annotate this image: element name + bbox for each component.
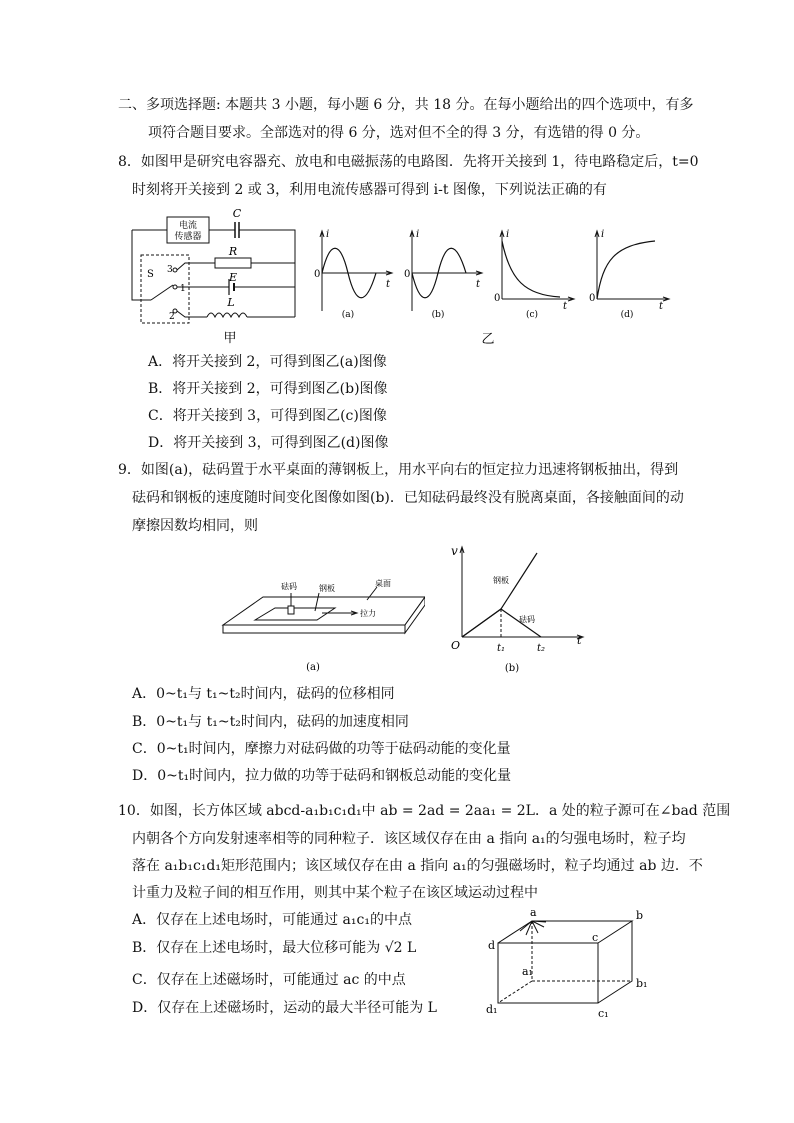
graph-c-zero: 0	[494, 293, 501, 304]
graph-b-i: i	[416, 229, 420, 240]
q9-stem-line2: 砝码和钢板的速度随时间变化图像如图(b)．已知砝码最终没有脱离桌面，各接触面间的动	[132, 490, 684, 506]
graph-c-caption: (c)	[525, 310, 539, 320]
graph-a-t: t	[386, 279, 391, 290]
fig-b-weight-label: 砝码	[519, 615, 535, 624]
fig-b-caption: (b)	[504, 663, 520, 674]
inductor-label: L	[227, 296, 235, 309]
vertex-d: d	[488, 939, 496, 952]
q10-stem-line1: 10．如图，长方体区域 abcd-a₁b₁c₁d₁中 ab = 2ad = 2aa₁ = 2L．a 处的粒子源可在∠bad 范围	[118, 803, 731, 819]
plate-velocity-line	[462, 553, 537, 637]
graph-a-i: i	[326, 229, 330, 240]
node-2: 2	[169, 312, 175, 322]
vertex-a: a	[530, 906, 537, 919]
q9-option-d: D．0~t₁时间内，拉力做的功等于砝码和钢板总动能的变化量	[132, 768, 512, 784]
graph-d-i: i	[601, 229, 605, 240]
fig-a-caption: (a)	[306, 662, 320, 673]
q9-option-c: C．0~t₁时间内，摩擦力对砝码做的功等于砝码动能的变化量	[132, 741, 511, 757]
graph-d-caption: (d)	[620, 310, 634, 320]
sensor-label-2: 传感器	[174, 232, 202, 242]
q8-option-c: C．将开关接到 3，可得到图乙(c)图像	[148, 408, 387, 424]
q9-option-b: B．0~t₁与 t₁~t₂时间内，砝码的加速度相同	[132, 714, 409, 730]
battery-label: E	[228, 271, 238, 284]
graph-a-caption: (a)	[341, 310, 355, 320]
graph-a-zero: 0	[314, 269, 321, 280]
switch-label: S	[147, 269, 154, 280]
vertex-a1: a₁	[522, 965, 533, 978]
q9-stem-line3: 摩擦因数均相同，则	[132, 518, 258, 534]
vertex-b1: b₁	[636, 977, 648, 990]
table-front	[223, 625, 405, 633]
section-header-line2: 项符合题目要求。全部选对的得 6 分，选对但不全的得 3 分，有选错的得 0 分。	[148, 125, 650, 141]
q10-stem-line4: 计重力及粒子间的相互作用，则其中某个粒子在该区域运动过程中	[132, 885, 538, 901]
weight-block	[288, 606, 294, 614]
graph-b-t: t	[476, 279, 481, 290]
fig-b-origin: O	[451, 639, 461, 652]
graph-d-zero: 0	[589, 293, 596, 304]
graph-c-i: i	[506, 229, 510, 240]
vertex-c: c	[592, 931, 599, 944]
vertex-d1: d₁	[486, 1003, 498, 1016]
q8-circuit-diagram	[125, 205, 305, 347]
graph-b-caption: (b)	[431, 310, 445, 320]
graph-c-curve	[502, 241, 560, 297]
q8-option-d: D．将开关接到 3，可得到图乙(d)图像	[148, 435, 389, 451]
fig-b-plate-label: 钢板	[493, 576, 509, 585]
graph-c-t: t	[563, 301, 568, 312]
graph-d-t: t	[659, 301, 664, 312]
capacitor-label: C	[232, 207, 242, 220]
q10-box-figure	[480, 905, 660, 1025]
q10-option-b: B．仅存在上述电场时，最大位移可能为 √2 L	[132, 940, 417, 956]
vertex-c1: c₁	[598, 1007, 609, 1020]
q8-it-graphs	[310, 225, 680, 350]
circuit-caption: 甲	[223, 331, 237, 346]
q10-option-c: C．仅存在上述磁场时，可能通过 ac 的中点	[132, 972, 406, 988]
resistor-label: R	[228, 245, 238, 258]
fig-a-force-label: 拉力	[360, 609, 376, 618]
q9-fig-a	[215, 575, 425, 675]
fig-b-t1: t₁	[497, 643, 506, 654]
q8-option-b: B．将开关接到 2，可得到图乙(b)图像	[148, 381, 388, 397]
fig-b-t2: t₂	[537, 643, 546, 654]
sensor-label-1: 电流	[178, 221, 198, 231]
q8-stem-line2: 时刻将开关接到 2 或 3，利用电流传感器可得到 i-t 图像，下列说法正确的有	[132, 182, 607, 198]
fig-a-table-label: 桌面	[375, 579, 391, 588]
resistor-r	[215, 258, 251, 268]
fig-a-weight-label: 砝码	[281, 582, 297, 591]
q10-option-a: A．仅存在上述电场时，可能通过 a₁c₁的中点	[132, 912, 412, 928]
q9-stem-line1: 9．如图(a)，砝码置于水平桌面的薄钢板上，用水平向右的恒定拉力迅速将钢板抽出，得到	[118, 462, 679, 478]
graph-d-curve	[597, 241, 655, 299]
fig-b-v: v	[451, 544, 458, 558]
node-1: 1	[180, 284, 186, 294]
q8-option-a: A．将开关接到 2，可得到图乙(a)图像	[148, 354, 387, 370]
section-header-line1: 二、多项选择题: 本题共 3 小题，每小题 6 分，共 18 分。在每小题给出的四个选项中，有多	[118, 97, 694, 113]
vertex-b: b	[636, 909, 644, 922]
graphs-caption: 乙	[481, 332, 495, 347]
fig-a-plate-label: 钢板	[319, 584, 335, 593]
q10-option-d: D．仅存在上述磁场时，运动的最大半径可能为 L	[132, 1000, 437, 1016]
q8-stem-line1: 8．如图甲是研究电容器充、放电和电磁振荡的电路图．先将开关接到 1，待电路稳定后，t=0	[118, 154, 699, 170]
fig-b-t: t	[577, 634, 582, 647]
q9-option-a: A．0~t₁与 t₁~t₂时间内，砝码的位移相同	[132, 686, 395, 702]
q10-stem-line3: 落在 a₁b₁c₁d₁矩形范围内；该区域仅存在由 a 指向 a₁的匀强磁场时，粒子均通过 ab 边．不	[132, 858, 703, 874]
graph-b-zero: 0	[404, 269, 411, 280]
q10-stem-line2: 内朝各个方向发射速率相等的同种粒子．该区域仅存在由 a 指向 a₁的匀强电场时，粒子均	[132, 831, 686, 847]
q9-fig-b	[445, 543, 595, 675]
node-3: 3	[167, 265, 173, 275]
